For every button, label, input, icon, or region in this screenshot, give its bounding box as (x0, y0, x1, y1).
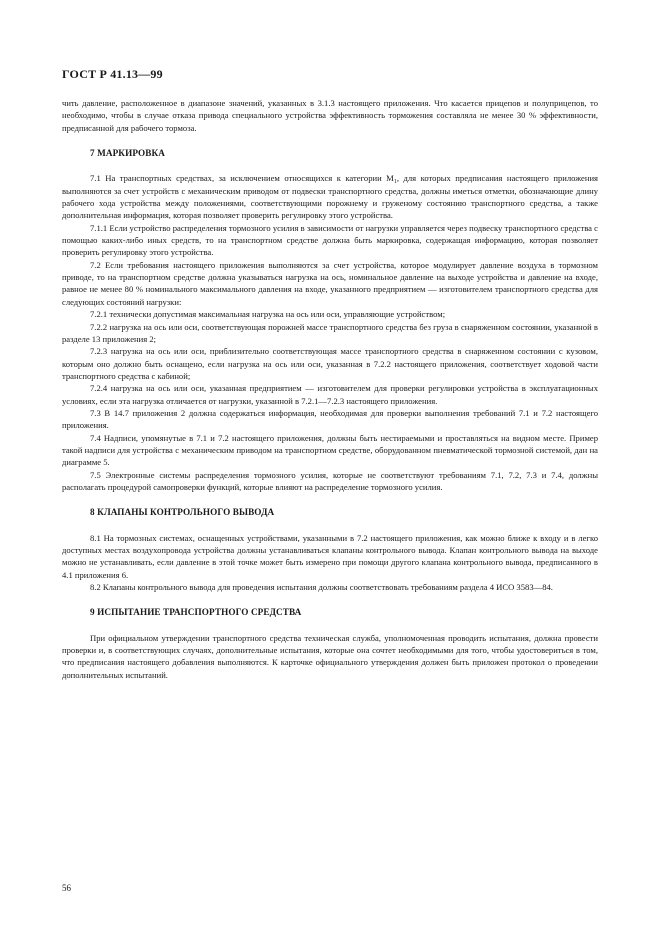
paragraph-7-2: 7.2 Если требования настоящего приложения выполняются за счет устройства, которое модулирует давление воздуха в тормозном приводе, то на транспортном средстве должна указываться нагрузка на ось, номинальное давление на выходе устройства и давление на входе, равное не менее 80 % номинального максимального давления на входе, указанного предприятием — изготовителем транспортного средства для следующих состояний нагрузки: (62, 259, 598, 307)
section-9-title: 9 ИСПЫТАНИЕ ТРАНСПОРТНОГО СРЕДСТВА (90, 607, 302, 618)
intro-paragraph: чить давление, расположенное в диапазоне значений, указанных в 3.1.3 настоящего приложения. Что касается прицепов и полуприцепов, то необходимо, чтобы в случае отказа привода специального устройства эффективность торможения составляла не менее 30 % эффективности, предписанной для рабочего тормоза. (62, 98, 598, 133)
paragraph-8-1: 8.1 На тормозных системах, оснащенных устройствами, указанными в 7.2 настоящего приложения, как можно ближе к входу и в легко доступных местах воздухопровода устройства должны устанавливаться клапаны контрольного вывода. Клапан контрольного вывода на выходе можно не устанавливать, если давление в этой точке может быть измерено при помощи другого клапана контрольного вывода, предписанного в 4.1 приложения 6. (62, 532, 598, 580)
paragraph-7-2-4: 7.2.4 нагрузка на ось или оси, указанная предприятием — изготовителем для проверки регулировки устройства в эксплуатационных условиях, если эта нагрузка отличается от нагрузки, указанной в 7.2.1—7.2.3 настоящего приложения. (62, 383, 598, 406)
section-7-title: 7 МАРКИРОВКА (90, 148, 165, 159)
paragraph-7-2-2: 7.2.2 нагрузка на ось или оси, соответствующая порожней массе транспортного средства без груза в снаряженном состоянии, указанной в разделе 13 приложения 2; (62, 321, 598, 344)
paragraph-7-1: 7.1 На транспортных средствах, за исключением относящихся к категории $M_1$, для которых предписания настоящего приложения выполняются за счет устройств с механическим приводом от подвески транспортного средства, должны иметься отметки, обозначающие длину рабочего хода устройства между положениями, соответствующими порожнему и груженому состоянию транспортного средства, а также дополнительная информация, которая позволяет проверить регулировку этого устройства. (62, 173, 599, 221)
paragraph-7-1-1: 7.1.1 Если устройство распределения тормозного усилия в зависимости от нагрузки управляется через подвеску транспортного средства с помощью каких-либо иных средств, то на транспортном средстве должна быть маркировка, содержащая информацию, которая позволяет проверить регулировку этого устройства. (62, 222, 598, 258)
page-content (62, 97, 598, 681)
paragraph-7-3: 7.3 В 14.7 приложения 2 должна содержаться информация, необходимая для проверки выполнения требований 7.1 и 7.2 настоящего приложения. (62, 407, 598, 431)
paragraph-7-4: 7.4 Надписи, упомянутые в 7.1 и 7.2 настоящего приложения, должны быть нестираемыми и проставляться на видном месте. Пример такой надписи для устройства с механическим приводом на транспортном средстве, оборудованном пневматической тормозной системой, дан на диаграмме 5. (62, 432, 598, 468)
document-header: ГОСТ Р 41.13—99 (62, 67, 163, 81)
paragraph-7-5: 7.5 Электронные системы распределения тормозного усилия, которые не соответствуют требованиям 7.1, 7.2, 7.3 и 7.4, должны располагать процедурой самопроверки функций, которые влияют на распределение тормозного усилия. (62, 469, 598, 492)
page-number: 56 (62, 883, 71, 893)
paragraph-7-2-1: 7.2.1 технически допустимая максимальная нагрузка на ось или оси, управляющие устройством; (90, 309, 446, 320)
section-8-title: 8 КЛАПАНЫ КОНТРОЛЬНОГО ВЫВОДА (90, 507, 275, 518)
paragraph-8-2: 8.2 Клапаны контрольного вывода для проведения испытания должны соответствовать требованиям раздела 4 ИСО 3583—84. (90, 582, 553, 593)
paragraph-9: При официальном утверждении транспортного средства техническая служба, уполномоченная проводить испытания, должна провести проверки и, в соответствующих случаях, дополнительные испытания, которые она сочтет необходимыми для того, чтобы удостовериться в том, что предписания настоящего добавления выполняются. К карточке официального утверждения должен быть приложен протокол о проведении дополнительных испытаний. (62, 632, 598, 680)
paragraph-7-2-3: 7.2.3 нагрузка на ось или оси, приблизительно соответствующая массе транспортного средства в снаряженном состоянии с кузовом, которым оно должно быть оснащено, если нагрузка на ось или оси, указанная в 7.2.2 настоящего приложения, соответствует ходовой части транспортного средства с кабиной; (62, 346, 598, 381)
